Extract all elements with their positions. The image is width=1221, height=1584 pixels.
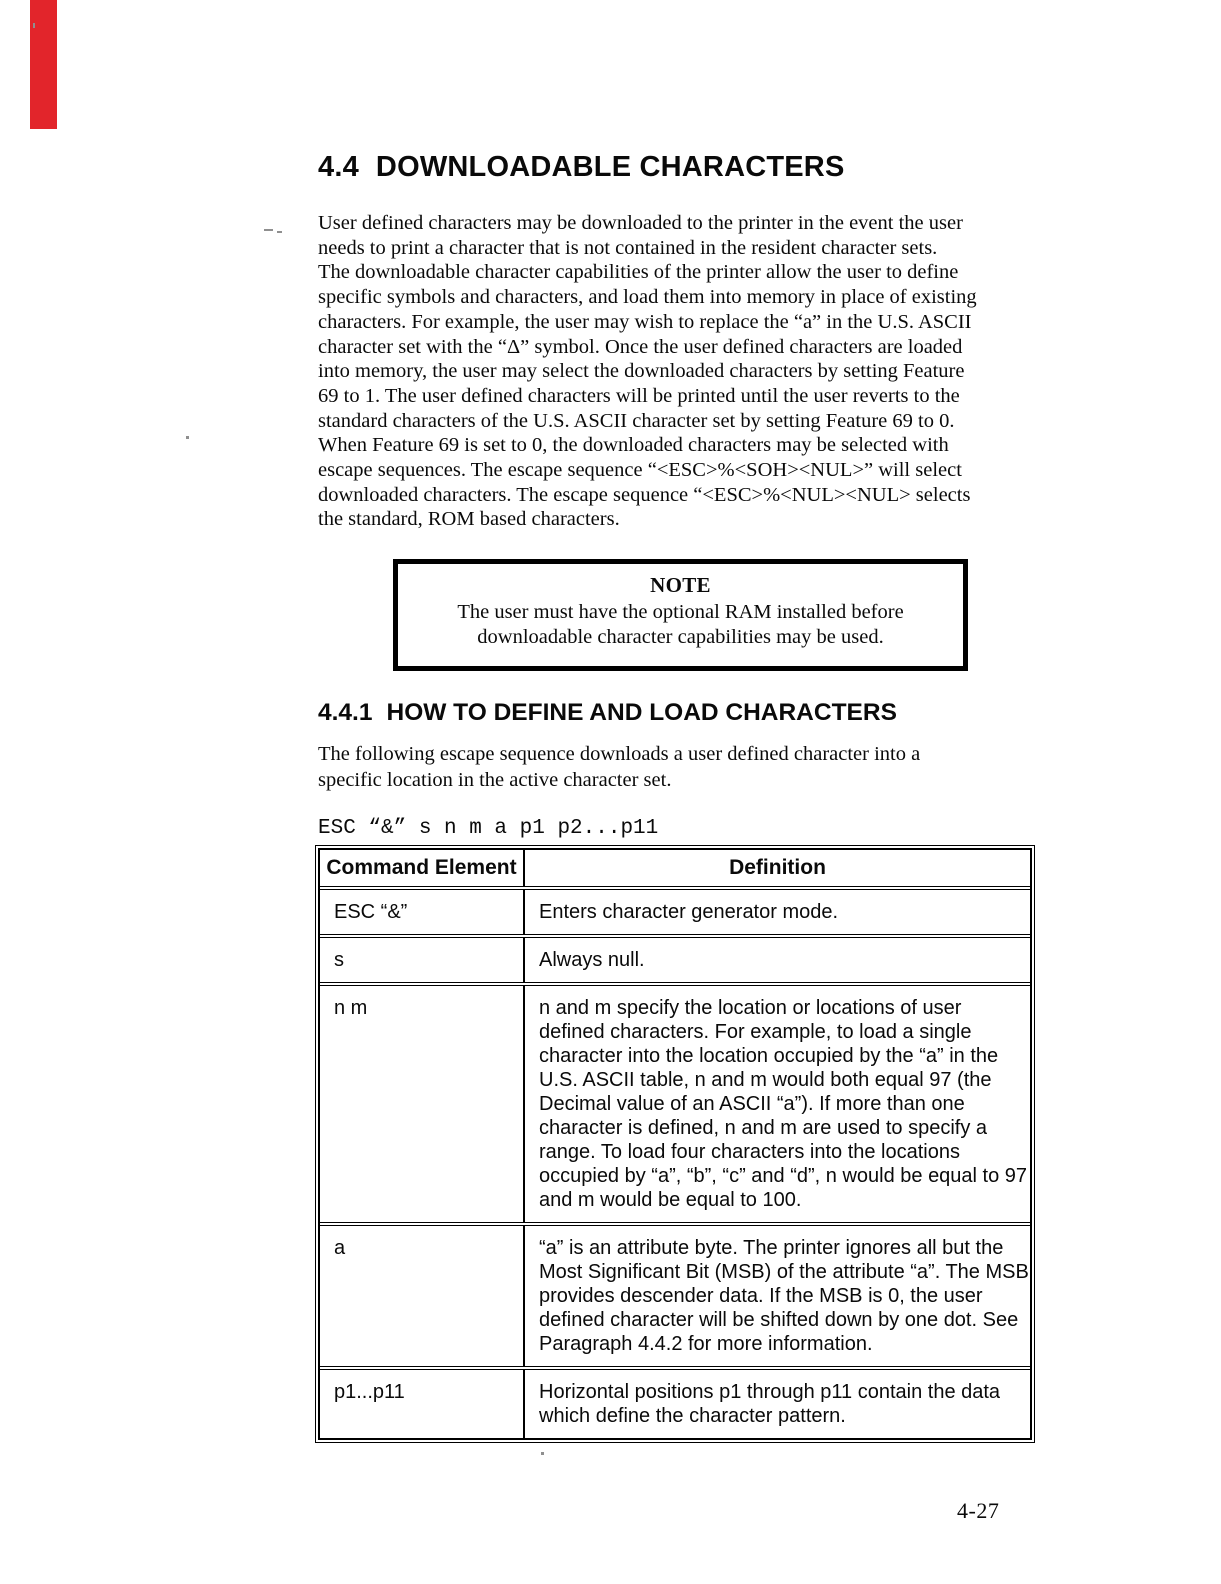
text-line: Decimal value of an ASCII “a”). If more than one (539, 1093, 965, 1115)
text-line: defined characters. For example, to load a single (539, 1021, 972, 1043)
definition-cell (525, 890, 1030, 934)
header-definition: Definition (729, 856, 826, 879)
text-line: Most Significant Bit (MSB) of the attribute “a”. The MSB (539, 1261, 1029, 1283)
text-line: Enters character generator mode. (539, 901, 839, 923)
intro-paragraph (318, 211, 977, 532)
note-title: NOTE (650, 573, 711, 597)
subsection-paragraph (318, 742, 920, 793)
command-element-cell: p1...p11 (320, 1370, 525, 1438)
text-line: specific location in the active character set. (318, 768, 672, 791)
text-line: character into the location occupied by the “a” in the (539, 1045, 999, 1067)
command-table-inner (318, 848, 1032, 1440)
scan-speck (541, 1452, 544, 1455)
table-row (320, 1222, 1030, 1366)
table-row (320, 1366, 1030, 1438)
subsection-heading (318, 699, 897, 727)
scan-speck (277, 231, 282, 233)
text-line: U.S. ASCII table, n and m would both equal 97 (the (539, 1069, 992, 1091)
text-line: standard characters of the U.S. ASCII character set by setting Feature 69 to 0. (318, 409, 955, 432)
command-element-cell: ESC “&” (320, 890, 525, 934)
table-header-row (320, 850, 1030, 886)
table-row (320, 982, 1030, 1222)
text-line: Paragraph 4.4.2 for more information. (539, 1333, 873, 1355)
text-line: n and m specify the location or locations of user (539, 997, 962, 1019)
text-line: defined character will be shifted down by one dot. See (539, 1309, 1019, 1331)
table-row (320, 886, 1030, 934)
red-edge-tab (30, 0, 57, 129)
text-line: 69 to 1. The user defined characters will be printed until the user reverts to the (318, 384, 960, 407)
escape-sequence-code: ESC “&” s n m a p1 p2...p11 (318, 817, 659, 840)
page-number: 4-27 (957, 1498, 1000, 1523)
definition-cell (525, 1226, 1035, 1366)
text-line: which define the character pattern. (539, 1405, 846, 1427)
text-line: needs to print a character that is not contained in the resident character sets. (318, 236, 938, 259)
section-title: DOWNLOADABLE CHARACTERS (375, 151, 845, 183)
text-line: and m would be equal to 100. (539, 1189, 802, 1211)
text-line: downloadable character capabilities may be used. (477, 626, 884, 648)
definition-cell (525, 1370, 1030, 1438)
text-line: downloaded characters. The escape sequence “<ESC>%<NUL><NUL> selects (318, 483, 971, 506)
text-line: into memory, the user may select the downloaded characters by setting Feature (318, 360, 965, 383)
text-line: range. To load four characters into the locations (539, 1141, 960, 1163)
text-line: The user must have the optional RAM installed before (457, 601, 904, 623)
note-box (393, 559, 968, 671)
table-row (320, 934, 1030, 982)
subsection-number: 4.4.1 (318, 699, 373, 726)
command-table (315, 845, 1035, 1443)
definition-cell (525, 938, 1030, 982)
text-line: The following escape sequence downloads a user defined character into a (318, 743, 921, 765)
text-line: When Feature 69 is set to 0, the downloaded characters may be selected with (318, 434, 949, 457)
subsection-title: HOW TO DEFINE AND LOAD CHARACTERS (386, 699, 897, 726)
text-line: The downloadable character capabilities of the printer allow the user to define (318, 261, 959, 284)
scan-speck (264, 229, 273, 231)
text-line: “a” is an attribute byte. The printer ignores all but the (539, 1237, 1004, 1259)
scan-speck (186, 436, 189, 439)
section-heading (318, 151, 845, 184)
text-line: provides descender data. If the MSB is 0, the user (539, 1285, 983, 1307)
text-line: Horizontal positions p1 through p11 contain the data (539, 1381, 1001, 1403)
command-element-cell: s (320, 938, 525, 982)
text-line: escape sequences. The escape sequence “<ESC>%<SOH><NUL>” will select (318, 459, 962, 482)
section-number: 4.4 (318, 151, 359, 183)
text-line: characters. For example, the user may wish to replace the “a” in the U.S. ASCII (318, 310, 972, 333)
text-line: User defined characters may be downloaded to the printer in the event the user (318, 212, 963, 234)
definition-cell (525, 986, 1033, 1222)
command-element-cell: a (320, 1226, 525, 1366)
header-command-element: Command Element (320, 850, 525, 886)
text-line: specific symbols and characters, and load them into memory in place of existing (318, 286, 977, 309)
command-element-cell: n m (320, 986, 525, 1222)
text-line: the standard, ROM based characters. (318, 508, 620, 531)
text-line: Always null. (539, 949, 645, 971)
text-line: occupied by “a”, “b”, “c” and “d”, n would be equal to 97 (539, 1165, 1028, 1187)
scan-speck (33, 23, 35, 28)
note-text (398, 600, 963, 650)
text-line: character is defined, n and m are used to specify a (539, 1117, 988, 1139)
text-line: character set with the “Δ” symbol. Once the user defined characters are loaded (318, 335, 963, 358)
